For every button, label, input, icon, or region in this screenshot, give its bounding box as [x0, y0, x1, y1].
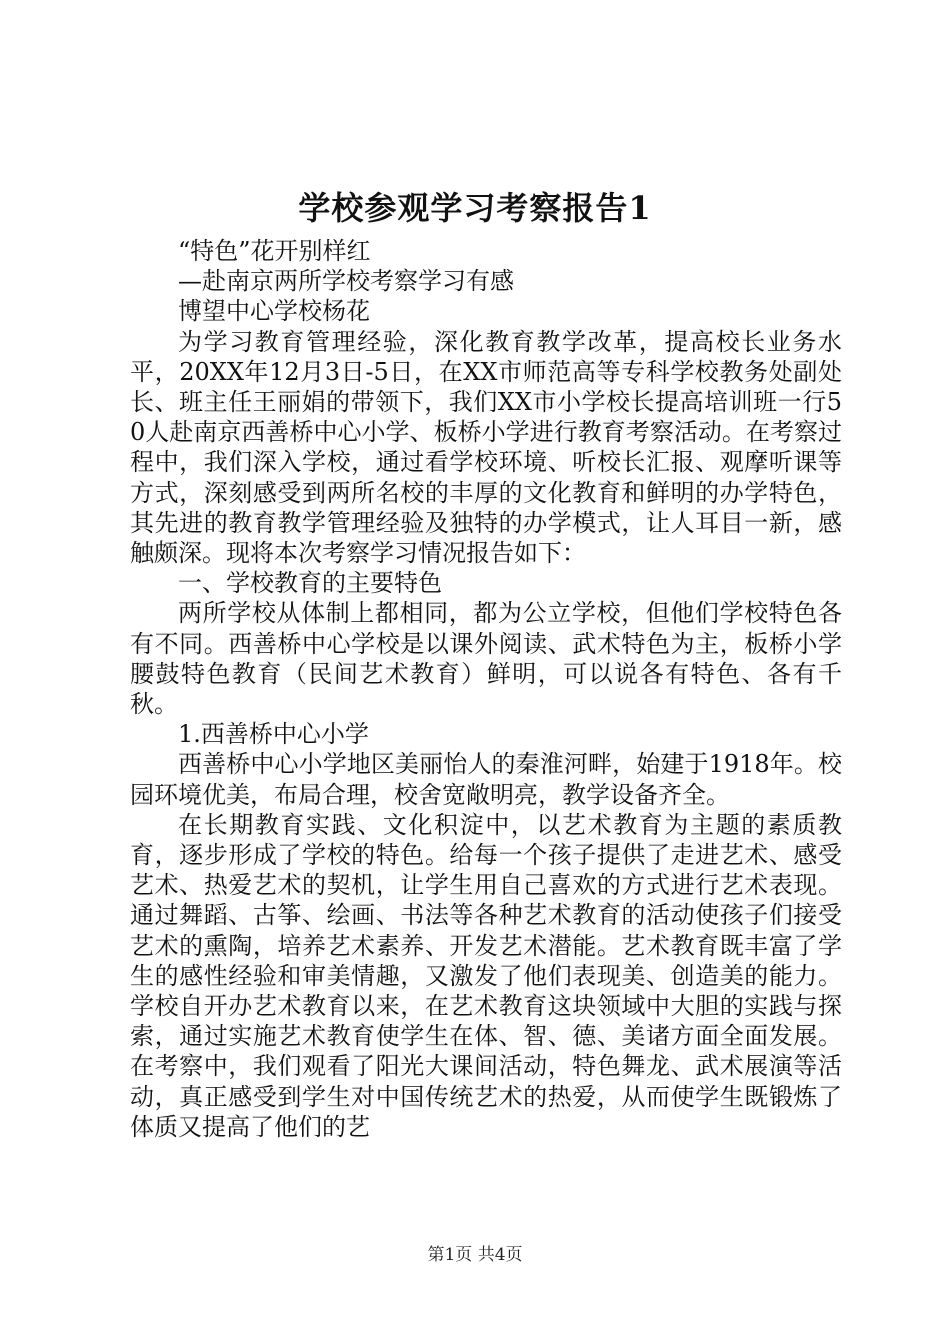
- subsection-heading: 1.西善桥中心小学: [178, 720, 369, 749]
- subtitle-line: “特色”花开别样红: [178, 237, 371, 265]
- body-paragraph: 两所学校从体制上都相同，都为公立学校，但他们学校特色各有不同。西善桥中心学校是以课外阅读、武术特色为主，板桥小学腰鼓特色教育（民间艺术教育）鲜明，可以说各有特色、各有千秋。: [130, 599, 842, 719]
- author-line: 博望中心学校杨花: [178, 297, 370, 326]
- body-paragraph: 为学习教育管理经验，深化教育教学改革，提高校长业务水平，20XX年12月3日-5日，在XX市师范高等专科学校教务处副处长、班主任王丽娟的带领下，我们XX市小学校长提高培训班一行50人赴南京西善桥中心小学、板桥小学进行教育考察活动。在考察过程中，我们深入学校，通过看学校环境、听校长汇报、观摩听课等方式，深刻感受到两所名校的丰厚的文化教育和鲜明的办学特色，其先进的教育教学管理经验及独特的办学模式，让人耳目一新，感触颇深。现将本次考察学习情况报告如下：: [130, 327, 842, 568]
- document-title: 学校参观学习考察报告1: [298, 189, 652, 227]
- document-body: [130, 236, 842, 1142]
- body-paragraph: 西善桥中心小学地区美丽怡人的秦淮河畔，始建于1918年。校园环境优美，布局合理，校舍宽敞明亮，教学设备齐全。: [130, 750, 842, 809]
- section-heading: 一、学校教育的主要特色: [178, 569, 442, 598]
- subtitle-line: —赴南京两所学校考察学习有感: [178, 267, 514, 296]
- page-number-footer: 第1页 共4页: [427, 1245, 523, 1265]
- body-paragraph: 在长期教育实践、文化积淀中，以艺术教育为主题的素质教育，逐步形成了学校的特色。给每一个孩子提供了走进艺术、感受艺术、热爱艺术的契机，让学生用自己喜欢的方式进行艺术表现。通过舞蹈、古筝、绘画、书法等各种艺术教育的活动使孩子们接受艺术的熏陶，培养艺术素养、开发艺术潜能。艺术教育既丰富了学生的感性经验和审美情趣，又激发了他们表现美、创造美的能力。学校自开办艺术教育以来，在艺术教育这块领域中大胆的实践与探索，通过实施艺术教育使学生在体、智、德、美诸方面全面发展。在考察中，我们观看了阳光大课间活动，特色舞龙、武术展演等活动，真正感受到学生对中国传统艺术的热爱，从而使学生既锻炼了体质又提高了他们的艺: [130, 810, 842, 1141]
